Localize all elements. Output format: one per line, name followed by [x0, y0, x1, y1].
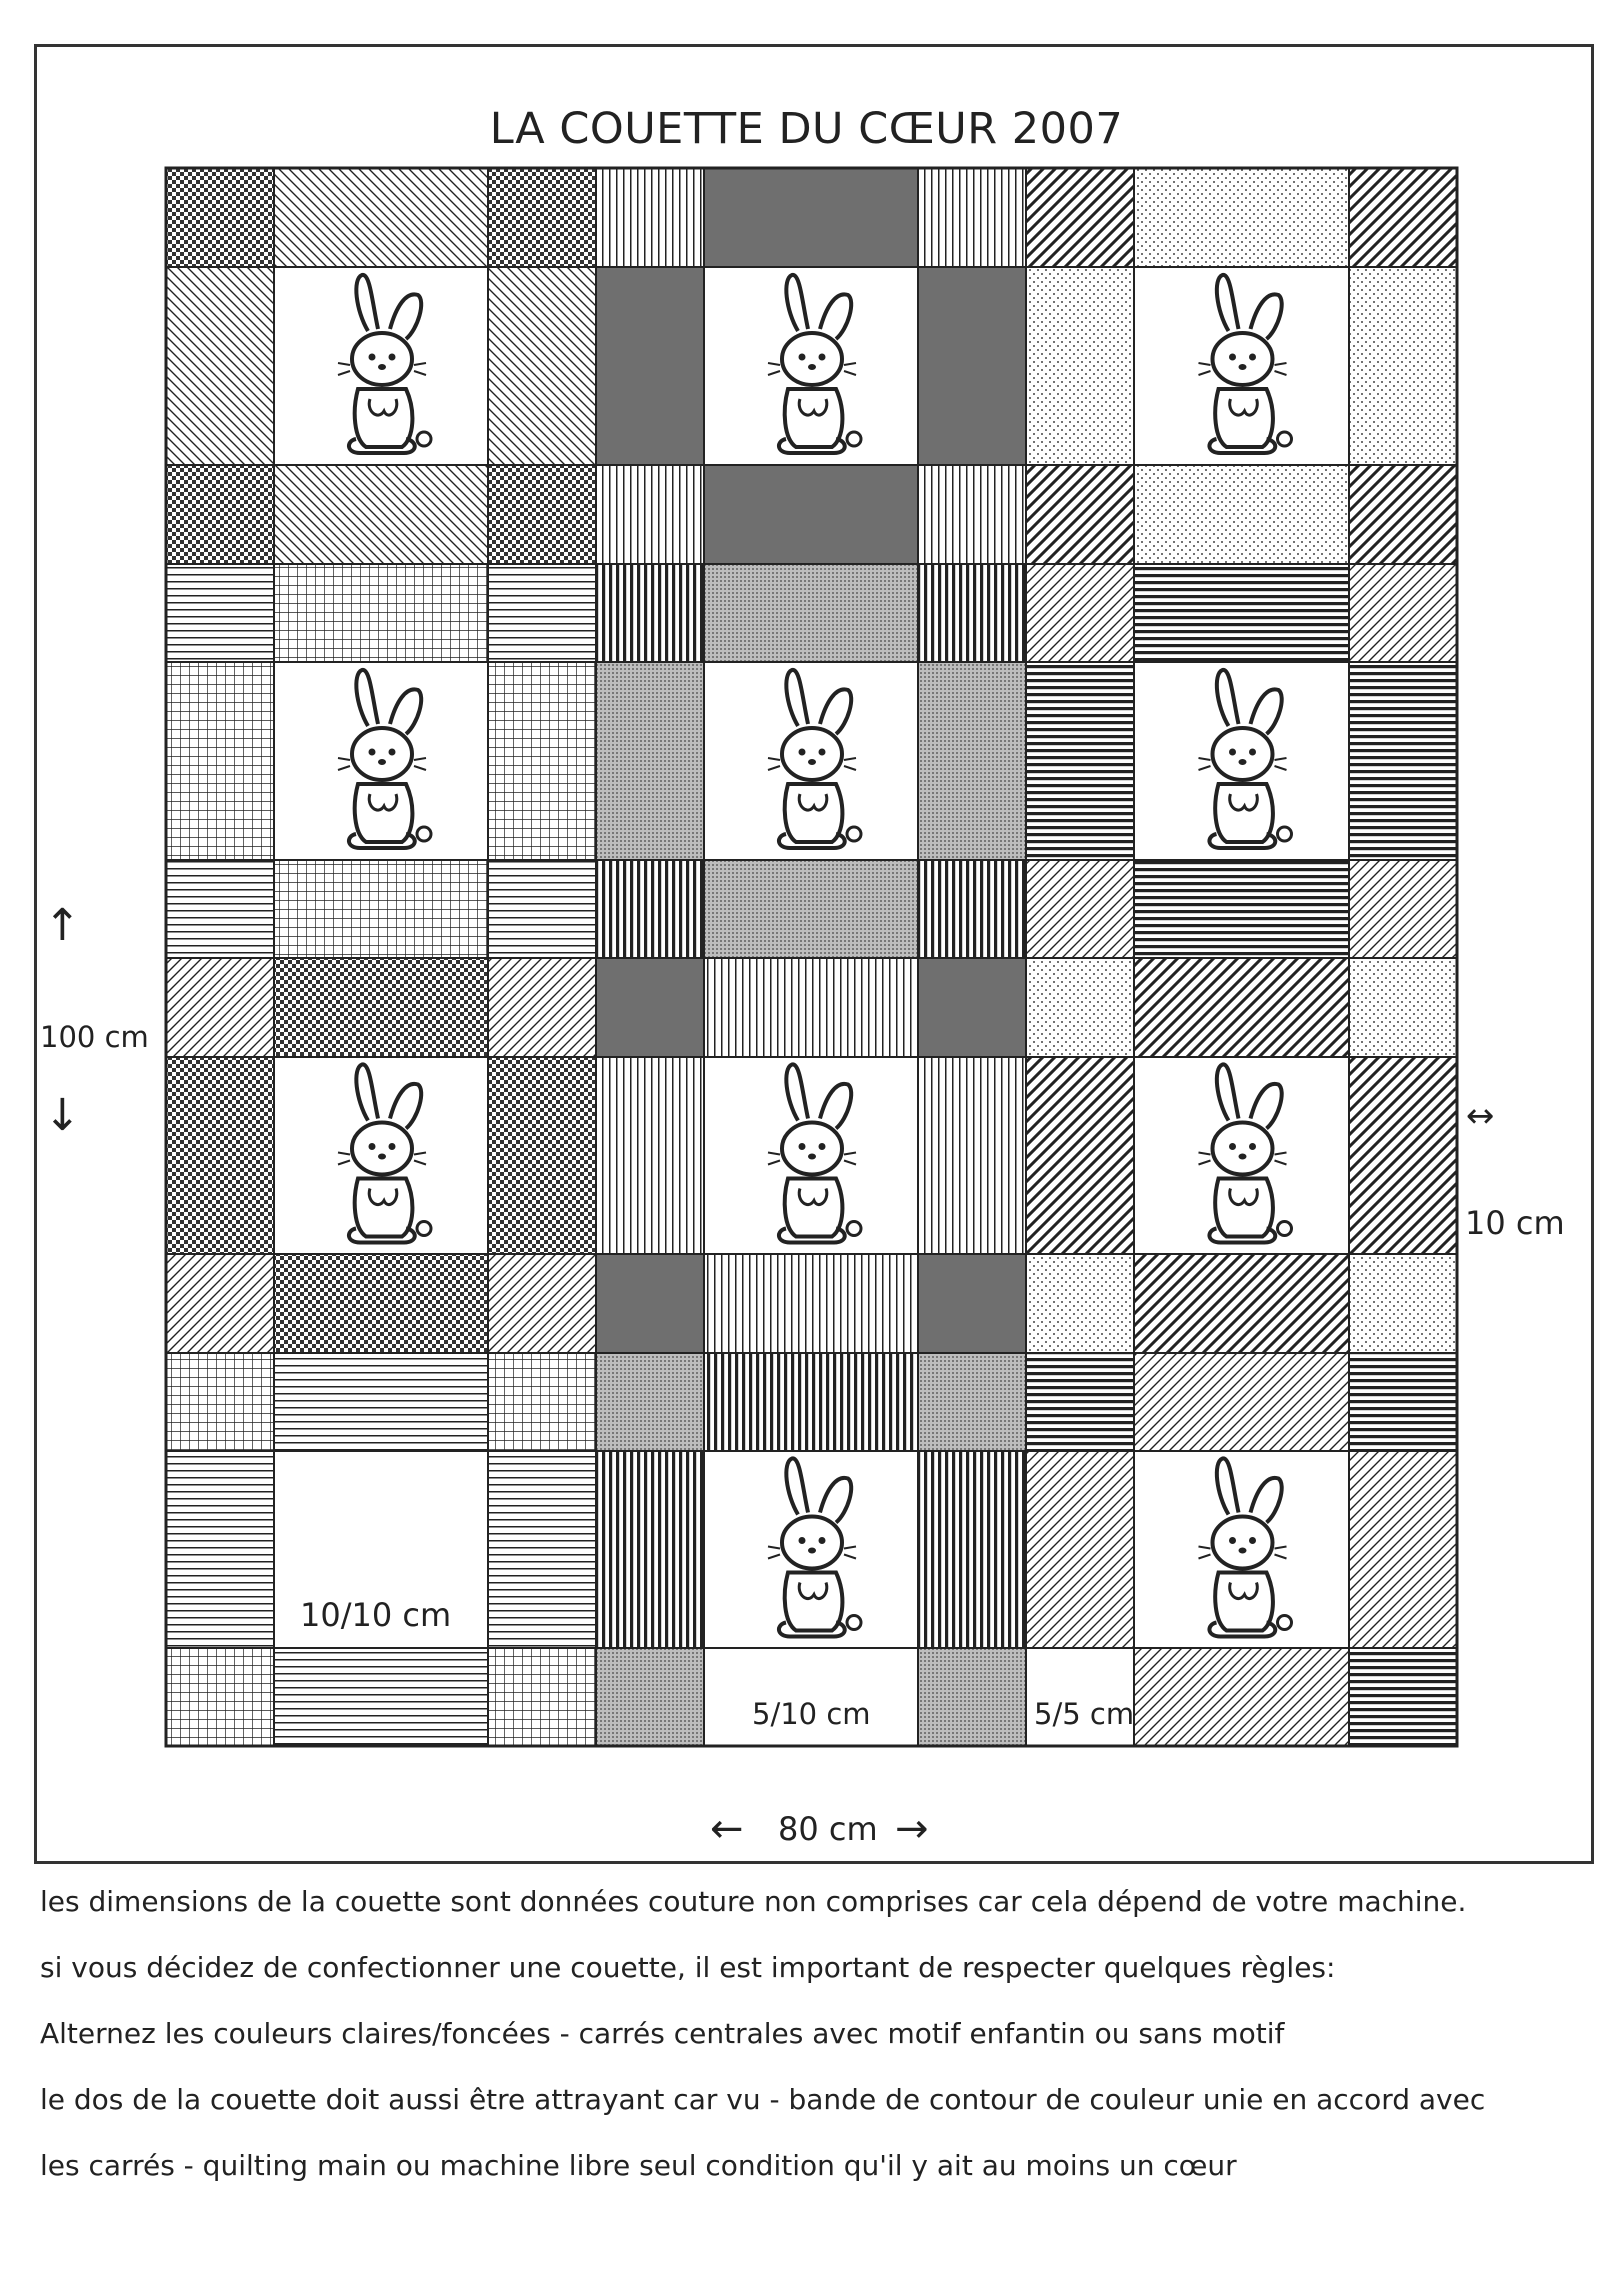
quilt-patch: [1026, 662, 1134, 860]
quilt-patch: [166, 662, 274, 860]
quilt-patch: [596, 168, 704, 267]
quilt-patch: [166, 465, 274, 564]
quilt-patch: [274, 168, 488, 267]
arrow-both-icon: ↔: [1466, 1096, 1495, 1136]
quilt-patch: [1349, 958, 1457, 1057]
quilt-patch: [918, 1254, 1026, 1353]
quilt-patch: [704, 1254, 918, 1353]
quilt-patch: [166, 564, 274, 662]
quilt-patch: [596, 958, 704, 1057]
quilt-patch: [596, 1057, 704, 1254]
note-line: les carrés - quilting main ou machine libre seul condition qu'il y ait au moins un cœur: [40, 2149, 1237, 2182]
quilt-patch: [1026, 1057, 1134, 1254]
height-label: 100 cm: [40, 1020, 149, 1054]
note-line: le dos de la couette doit aussi être attrayant car vu - bande de contour de couleur unie en accord avec: [40, 2083, 1486, 2116]
quilt-patch: [704, 860, 918, 958]
quilt-patch: [596, 465, 704, 564]
quilt-patch: [704, 168, 918, 267]
quilt-patch: [1349, 465, 1457, 564]
arrow-right-icon: →: [895, 1806, 929, 1852]
quilt-patch: [488, 1451, 596, 1648]
quilt-patch: [918, 1451, 1026, 1648]
quilt-patch: [918, 267, 1026, 465]
quilt-patch: [596, 267, 704, 465]
quilt-patch: [918, 1057, 1026, 1254]
quilt-patch: [918, 1648, 1026, 1746]
quilt-patch: [918, 465, 1026, 564]
quilt-patch: [1134, 860, 1349, 958]
note-line: Alternez les couleurs claires/foncées - carrés centrales avec motif enfantin ou sans motif: [40, 2017, 1285, 2050]
arrow-left-icon: ←: [710, 1806, 744, 1852]
quilt-patch: [274, 860, 488, 958]
quilt-patch: [1134, 465, 1349, 564]
quilt-patch: [1026, 465, 1134, 564]
quilt-patch: [596, 1451, 704, 1648]
quilt-patch: [1349, 168, 1457, 267]
quilt-patch: [1026, 267, 1134, 465]
quilt-patch: [1026, 958, 1134, 1057]
quilt-patch: [166, 1254, 274, 1353]
quilt-patch: [704, 564, 918, 662]
quilt-patch: [1026, 1451, 1134, 1648]
quilt-patch: [1349, 564, 1457, 662]
quilt-patch: [918, 168, 1026, 267]
quilt-patch: [488, 267, 596, 465]
note-line: si vous décidez de confectionner une couette, il est important de respecter quelques règles:: [40, 1951, 1336, 1984]
quilt-patch: [488, 1648, 596, 1746]
quilt-patch: [1134, 168, 1349, 267]
quilt-patch: [596, 1353, 704, 1451]
arrow-up-icon: ↑: [44, 900, 81, 951]
quilt-patch: [166, 1648, 274, 1746]
quilt-patch: [1349, 860, 1457, 958]
quilt-patch: [1026, 564, 1134, 662]
quilt-patch: [274, 1648, 488, 1746]
quilt-patch: [274, 958, 488, 1057]
quilt-patch: [488, 1057, 596, 1254]
quilt-patch: [1134, 1254, 1349, 1353]
quilt-patch: [918, 860, 1026, 958]
width-label: 80 cm: [778, 1810, 878, 1848]
quilt-patch: [1026, 860, 1134, 958]
quilt-patch: [596, 860, 704, 958]
quilt-patch: [488, 958, 596, 1057]
quilt-patch: [704, 465, 918, 564]
quilt-patch: [704, 958, 918, 1057]
quilt-patch: [1349, 662, 1457, 860]
quilt-patch: [1349, 1648, 1457, 1746]
quilt-patch: [488, 1353, 596, 1451]
quilt-patch: [274, 1353, 488, 1451]
quilt-patch: [166, 1451, 274, 1648]
quilt-patch: [918, 564, 1026, 662]
note-line: les dimensions de la couette sont données couture non comprises car cela dépend de votre machine.: [40, 1885, 1467, 1918]
quilt-patch: [918, 958, 1026, 1057]
small-square-size-label: 5/5 cm: [1034, 1697, 1135, 1731]
quilt-patch: [596, 1254, 704, 1353]
quilt-patch: [488, 1254, 596, 1353]
quilt-patch: [166, 1353, 274, 1451]
quilt-patch: [1349, 1057, 1457, 1254]
quilt-patch: [1026, 1353, 1134, 1451]
quilt-patch: [274, 1254, 488, 1353]
quilt-patch: [166, 267, 274, 465]
quilt-patch: [1134, 564, 1349, 662]
quilt-patch: [166, 860, 274, 958]
quilt-patch: [1349, 1254, 1457, 1353]
quilt-patch: [918, 1353, 1026, 1451]
quilt-patch: [166, 1057, 274, 1254]
quilt-patch: [488, 465, 596, 564]
quilt-patch: [918, 662, 1026, 860]
quilt-patch: [1349, 267, 1457, 465]
page-title: LA COUETTE DU CŒUR 2007: [489, 104, 1124, 154]
quilt-patch: [1026, 1254, 1134, 1353]
quilt-patch: [1349, 1353, 1457, 1451]
quilt-patch: [488, 662, 596, 860]
quilt-patch: [166, 958, 274, 1057]
quilt-patch: [488, 860, 596, 958]
quilt-patch: [1134, 1353, 1349, 1451]
quilt-patch: [1026, 168, 1134, 267]
quilt-patch: [166, 168, 274, 267]
quilt-patch: [596, 564, 704, 662]
arrow-down-icon: ↓: [44, 1090, 81, 1141]
quilt-patch: [704, 1353, 918, 1451]
quilt-patch: [596, 1648, 704, 1746]
quilt-patch: [1349, 1451, 1457, 1648]
quilt-patch: [274, 465, 488, 564]
rectangle-size-label: 5/10 cm: [752, 1697, 871, 1731]
quilt-patch: [488, 564, 596, 662]
quilt-patch: [596, 662, 704, 860]
border-label: 10 cm: [1465, 1204, 1565, 1242]
square-size-label: 10/10 cm: [300, 1596, 452, 1634]
quilt-patch: [1134, 958, 1349, 1057]
quilt-patch: [488, 168, 596, 267]
quilt-patch: [1134, 1648, 1349, 1746]
quilt-patch: [274, 564, 488, 662]
